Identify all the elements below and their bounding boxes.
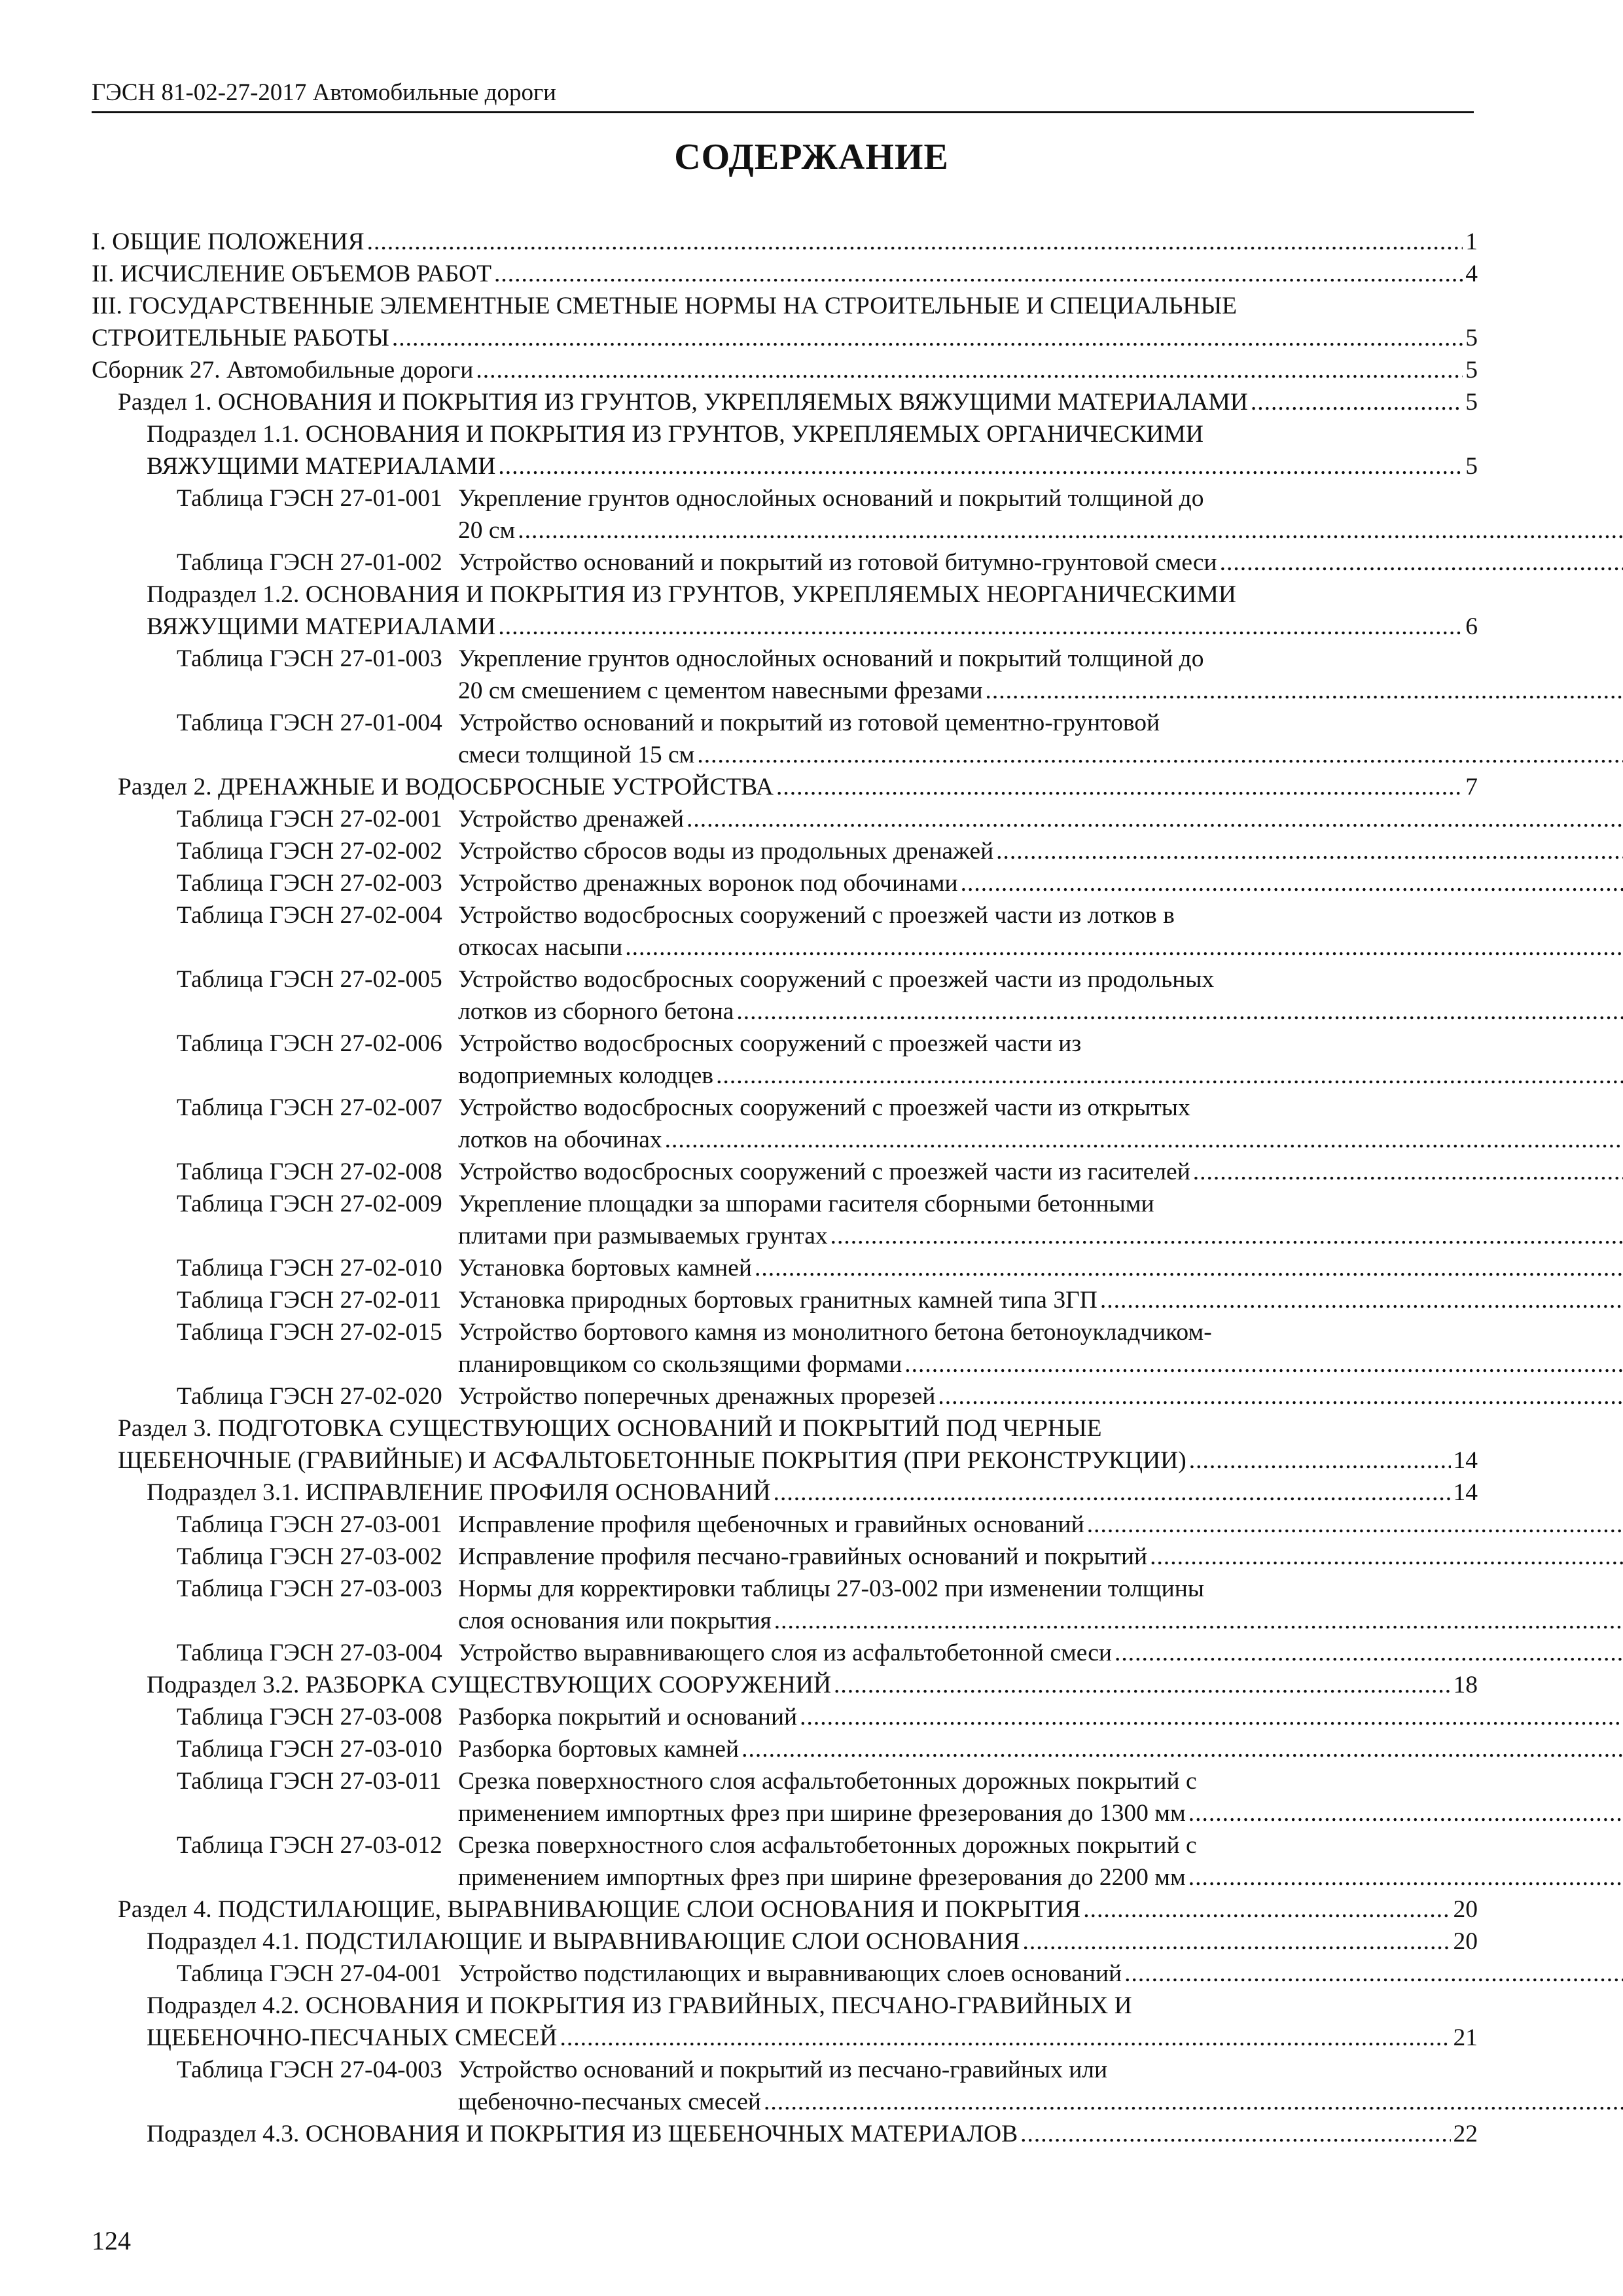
toc-entry-text: применением импортных фрез при ширине фрезерования до 1300 мм [458,1800,1186,1827]
toc-leader-dots [834,1669,1450,1701]
toc-entry-text: применением импортных фрез при ширине фрезерования до 2200 мм [458,1864,1186,1891]
toc-entry-text: откосах насыпи [458,934,623,961]
toc-table-code: Таблица ГЭСН 27-04-001 [177,1960,442,1987]
toc-table-code: Таблица ГЭСН 27-01-001 [177,485,442,512]
toc-leader-dots [392,322,1463,354]
toc-leader-dots [665,1124,1623,1156]
toc-table-code: Таблица ГЭСН 27-02-010 [177,1255,442,1282]
toc-entry[interactable] [92,1284,1478,1316]
toc-table-code: Таблица ГЭСН 27-01-004 [177,709,442,736]
toc-entry-text: ВЯЖУЩИМИ МАТЕРИАЛАМИ [147,613,496,640]
running-title: ГЭСН 81-02-27-2017 Автомобильные дороги [92,79,556,106]
toc-entry-text: II. ИСЧИСЛЕНИЕ ОБЪЕМОВ РАБОТ [92,260,491,287]
toc-leader-dots [1189,1444,1451,1477]
toc-leader-dots [697,739,1623,771]
toc-entry-text: Устройство водосбросных сооружений с проезжей части из лотков в [458,902,1175,929]
toc-entry[interactable] [92,1733,1478,1765]
toc-entry-text: Устройство поперечных дренажных прорезей [458,1383,936,1410]
toc-entry-text: Подраздел 3.1. ИСПРАВЛЕНИЕ ПРОФИЛЯ ОСНОВАНИЙ [147,1479,771,1506]
toc-leader-dots [687,803,1623,835]
toc-page-number: 5 [1465,453,1478,480]
toc-entry-text: Устройство оснований и покрытий из готовой цементно-грунтовой [458,709,1160,736]
toc-entry-text: планировщиком со скользящими формами [458,1351,902,1378]
toc-entry[interactable] [92,1092,1478,1156]
toc-entry-text: Срезка поверхностного слоя асфальтобетонных дорожных покрытий с [458,1768,1197,1795]
toc-entry[interactable] [92,771,1478,803]
toc-entry-text: Устройство бортового камня из монолитного бетона бетоноукладчиком- [458,1319,1212,1346]
toc-page-number: 7 [1465,774,1478,800]
toc-leader-dots [986,675,1623,707]
toc-table-code: Таблица ГЭСН 27-03-011 [177,1768,442,1795]
toc-entry[interactable] [92,1477,1478,1509]
toc-page-number: 5 [1465,325,1478,351]
toc-entry[interactable] [92,963,1478,1028]
toc-entry[interactable] [92,226,1478,258]
toc-table-code: Таблица ГЭСН 27-03-001 [177,1511,442,1538]
toc-entry[interactable] [92,835,1478,867]
toc-page-number: 5 [1465,389,1478,416]
toc-entry-text: Нормы для корректировки таблицы 27-03-002 при изменении толщины [458,1575,1204,1602]
toc-leader-dots [764,2086,1623,2118]
toc-entry[interactable] [92,867,1478,899]
toc-entry[interactable] [92,579,1478,643]
toc-entry-text: Устройство оснований и покрытий из песчано-гравийных или [458,2056,1108,2083]
toc-entry-text: III. ГОСУДАРСТВЕННЫЕ ЭЛЕМЕНТНЫЕ СМЕТНЫЕ НОРМЫ НА СТРОИТЕЛЬНЫЕ И СПЕЦИАЛЬНЫЕ [92,293,1238,319]
toc-entry-text: Устройство подстилающих и выравнивающих слоев оснований [458,1960,1122,1987]
toc-table-code: Таблица ГЭСН 27-02-005 [177,966,442,993]
table-of-contents [92,226,1478,2150]
toc-leader-dots [774,1605,1623,1637]
toc-page-number: 1 [1465,228,1478,255]
toc-table-code: Таблица ГЭСН 27-02-007 [177,1094,442,1121]
toc-leader-dots [755,1252,1623,1284]
toc-leader-dots [518,514,1623,547]
toc-entry[interactable] [92,1926,1478,1958]
toc-entry-text: Раздел 4. ПОДСТИЛАЮЩИЕ, ВЫРАВНИВАЮЩИЕ СЛОИ ОСНОВАНИЯ И ПОКРЫТИЯ [118,1896,1081,1923]
toc-entry-text: смеси толщиной 15 см [458,742,695,768]
toc-leader-dots [938,1380,1623,1412]
toc-table-code: Таблица ГЭСН 27-02-015 [177,1319,442,1346]
toc-entry-text: Подраздел 4.2. ОСНОВАНИЯ И ПОКРЫТИЯ ИЗ ГРАВИЙНЫХ, ПЕСЧАНО-ГРАВИЙНЫХ И [147,1992,1132,2019]
toc-entry-text: Подраздел 1.1. ОСНОВАНИЯ И ПОКРЫТИЯ ИЗ ГРУНТОВ, УКРЕПЛЯЕМЫХ ОРГАНИЧЕСКИМИ [147,421,1204,448]
toc-entry-text: Подраздел 3.2. РАЗБОРКА СУЩЕСТВУЮЩИХ СООРУЖЕНИЙ [147,1672,832,1698]
toc-entry[interactable] [92,482,1478,547]
toc-entry[interactable] [92,290,1478,354]
page-title: СОДЕРЖАНИЕ [674,137,949,177]
toc-entry[interactable] [92,1188,1478,1252]
toc-leader-dots [996,835,1623,867]
toc-entry-text: Укрепление грунтов однослойных оснований и покрытий толщиной до [458,645,1204,672]
toc-leader-dots [800,1701,1623,1733]
toc-entry-text: лотков на обочинах [458,1126,662,1153]
toc-page-number: 4 [1465,260,1478,287]
toc-leader-dots [830,1220,1623,1252]
toc-entry-text: плитами при размываемых грунтах [458,1223,828,1249]
toc-leader-dots [1150,1541,1623,1573]
toc-page-number: 18 [1453,1672,1478,1698]
toc-page-number: 20 [1453,1896,1478,1923]
toc-table-code: Таблица ГЭСН 27-02-003 [177,870,442,897]
toc-table-code: Таблица ГЭСН 27-03-010 [177,1736,442,1763]
toc-leader-dots [1087,1509,1623,1541]
running-header [92,77,1474,113]
toc-entry-text: Раздел 2. ДРЕНАЖНЫЕ И ВОДОСБРОСНЫЕ УСТРОЙСТВА [118,774,774,800]
toc-table-code: Таблица ГЭСН 27-02-008 [177,1158,442,1185]
toc-leader-dots [1251,386,1463,418]
toc-entry-text: слоя основания или покрытия [458,1607,772,1634]
toc-entry-text: Подраздел 4.1. ПОДСТИЛАЮЩИЕ И ВЫРАВНИВАЮЩИЕ СЛОИ ОСНОВАНИЯ [147,1928,1020,1955]
toc-page-number: 22 [1453,2121,1478,2147]
toc-entry-text: 20 см смешением с цементом навесными фрезами [458,677,983,704]
toc-entry-text: Укрепление площадки за шпорами гасителя сборными бетонными [458,1191,1154,1217]
toc-entry-text: Устройство дренажных воронок под обочинами [458,870,958,897]
toc-entry-text: ЩЕБЕНОЧНО-ПЕСЧАНЫХ СМЕСЕЙ [147,2024,558,2051]
toc-entry-text: Исправление профиля песчано-гравийных оснований и покрытий [458,1543,1148,1570]
toc-entry-text: Устройство водосбросных сооружений с проезжей части из продольных [458,966,1215,993]
toc-entry-text: I. ОБЩИЕ ПОЛОЖЕНИЯ [92,228,365,255]
toc-table-code: Таблица ГЭСН 27-02-002 [177,838,442,865]
toc-leader-dots [716,1060,1623,1092]
toc-table-code: Таблица ГЭСН 27-04-003 [177,2056,442,2083]
toc-table-code: Таблица ГЭСН 27-03-012 [177,1832,442,1859]
toc-table-code: Таблица ГЭСН 27-02-009 [177,1191,442,1217]
toc-leader-dots [476,354,1463,386]
toc-page-number: 21 [1453,2024,1478,2051]
toc-entry[interactable] [92,1765,1478,1829]
toc-table-code: Таблица ГЭСН 27-03-003 [177,1575,442,1602]
toc-entry[interactable] [92,707,1478,771]
toc-entry-text: Устройство водосбросных сооружений с проезжей части из гасителей [458,1158,1190,1185]
toc-entry[interactable] [92,1412,1478,1477]
toc-entry[interactable] [92,1509,1478,1541]
toc-entry-text: Разборка покрытий и оснований [458,1704,798,1731]
toc-table-code: Таблица ГЭСН 27-02-001 [177,806,442,833]
toc-entry[interactable] [92,1958,1478,1990]
toc-entry-text: ЩЕБЕНОЧНЫЕ (ГРАВИЙНЫЕ) И АСФАЛЬТОБЕТОННЫЕ ПОКРЫТИЯ (ПРИ РЕКОНСТРУКЦИИ) [118,1447,1186,1474]
toc-leader-dots [741,1733,1623,1765]
toc-leader-dots [498,450,1463,482]
toc-leader-dots [1193,1156,1623,1188]
toc-table-code: Таблица ГЭСН 27-01-003 [177,645,442,672]
toc-entry-text: Укрепление грунтов однослойных оснований и покрытий толщиной до [458,485,1204,512]
toc-entry-text: Устройство дренажей [458,806,685,833]
toc-leader-dots [1115,1637,1623,1669]
toc-entry-text: Устройство сбросов воды из продольных дренажей [458,838,994,865]
toc-entry[interactable] [92,1541,1478,1573]
toc-leader-dots [1100,1284,1623,1316]
toc-entry[interactable] [92,643,1478,707]
toc-entry[interactable] [92,1701,1478,1733]
toc-entry-text: Раздел 3. ПОДГОТОВКА СУЩЕСТВУЮЩИХ ОСНОВАНИЙ И ПОКРЫТИЙ ПОД ЧЕРНЫЕ [118,1415,1102,1442]
toc-entry-text: Разборка бортовых камней [458,1736,740,1763]
toc-entry[interactable] [92,2054,1478,2118]
toc-leader-dots [494,258,1463,290]
toc-entry-text: Раздел 1. ОСНОВАНИЯ И ПОКРЫТИЯ ИЗ ГРУНТОВ, УКРЕПЛЯЕМЫХ ВЯЖУЩИМИ МАТЕРИАЛАМИ [118,389,1248,416]
toc-table-code: Таблица ГЭСН 27-03-008 [177,1704,442,1731]
toc-entry-text: 20 см [458,517,516,544]
toc-entry[interactable] [92,1380,1478,1412]
toc-leader-dots [367,226,1463,258]
toc-entry-text: щебеночно-песчаных смесей [458,2089,761,2115]
toc-table-code: Таблица ГЭСН 27-02-020 [177,1383,442,1410]
toc-entry[interactable] [92,354,1478,386]
toc-table-code: Таблица ГЭСН 27-02-006 [177,1030,442,1057]
toc-page-number: 14 [1453,1447,1478,1474]
toc-leader-dots [625,931,1623,963]
toc-entry[interactable] [92,258,1478,290]
toc-entry[interactable] [92,2118,1478,2150]
toc-entry-text: Подраздел 4.3. ОСНОВАНИЯ И ПОКРЫТИЯ ИЗ ЩЕБЕНОЧНЫХ МАТЕРИАЛОВ [147,2121,1018,2147]
toc-entry[interactable] [92,1990,1478,2054]
toc-entry-text: Устройство водосбросных сооружений с проезжей части из [458,1030,1082,1057]
toc-page-number: 20 [1453,1928,1478,1955]
toc-leader-dots [736,996,1623,1028]
toc-leader-dots [1020,2118,1450,2150]
toc-entry-text: Устройство выравнивающего слоя из асфальтобетонной смеси [458,1640,1113,1666]
toc-table-code: Таблица ГЭСН 27-02-004 [177,902,442,929]
toc-entry[interactable] [92,1829,1478,1893]
toc-table-code: Таблица ГЭСН 27-02-011 [177,1287,442,1314]
toc-entry-text: Исправление профиля щебеночных и гравийных оснований [458,1511,1084,1538]
toc-leader-dots [560,2022,1450,2054]
toc-entry[interactable] [92,1316,1478,1380]
page-number: 124 [92,2226,131,2255]
toc-entry-text: Установка бортовых камней [458,1255,752,1282]
toc-entry[interactable] [92,803,1478,835]
toc-leader-dots [1188,1797,1623,1829]
toc-entry[interactable] [92,1669,1478,1701]
toc-entry[interactable] [92,1252,1478,1284]
toc-page-number: 14 [1453,1479,1478,1506]
toc-entry-text: Установка природных бортовых гранитных камней типа 3ГП [458,1287,1097,1314]
toc-leader-dots [1124,1958,1623,1990]
toc-entry-text: водоприемных колодцев [458,1062,714,1089]
toc-entry[interactable] [92,547,1478,579]
toc-entry-text: Срезка поверхностного слоя асфальтобетонных дорожных покрытий с [458,1832,1197,1859]
toc-leader-dots [904,1348,1623,1380]
toc-entry[interactable] [92,1637,1478,1669]
toc-entry-text: лотков из сборного бетона [458,998,734,1025]
toc-entry-text: Устройство водосбросных сооружений с проезжей части из открытых [458,1094,1190,1121]
toc-page-number: 6 [1465,613,1478,640]
toc-leader-dots [961,867,1623,899]
toc-entry[interactable] [92,1573,1478,1637]
toc-entry-text: Устройство оснований и покрытий из готовой битумно-грунтовой смеси [458,549,1217,576]
toc-leader-dots [776,771,1463,803]
toc-entry[interactable] [92,899,1478,963]
toc-leader-dots [774,1477,1451,1509]
toc-entry[interactable] [92,1893,1478,1926]
toc-table-code: Таблица ГЭСН 27-03-004 [177,1640,442,1666]
toc-leader-dots [1188,1861,1623,1893]
toc-entry[interactable] [92,418,1478,482]
toc-table-code: Таблица ГЭСН 27-03-002 [177,1543,442,1570]
toc-leader-dots [1220,547,1623,579]
toc-leader-dots [498,611,1463,643]
toc-entry[interactable] [92,1156,1478,1188]
toc-leader-dots [1023,1926,1451,1958]
toc-entry-text: Подраздел 1.2. ОСНОВАНИЯ И ПОКРЫТИЯ ИЗ ГРУНТОВ, УКРЕПЛЯЕМЫХ НЕОРГАНИЧЕСКИМИ [147,581,1236,608]
toc-entry-text: СТРОИТЕЛЬНЫЕ РАБОТЫ [92,325,389,351]
toc-table-code: Таблица ГЭСН 27-01-002 [177,549,442,576]
toc-entry-text: ВЯЖУЩИМИ МАТЕРИАЛАМИ [147,453,496,480]
toc-leader-dots [1083,1893,1450,1926]
toc-entry-text: Сборник 27. Автомобильные дороги [92,357,474,384]
toc-entry[interactable] [92,1028,1478,1092]
toc-page-number: 5 [1465,357,1478,384]
toc-entry[interactable] [92,386,1478,418]
